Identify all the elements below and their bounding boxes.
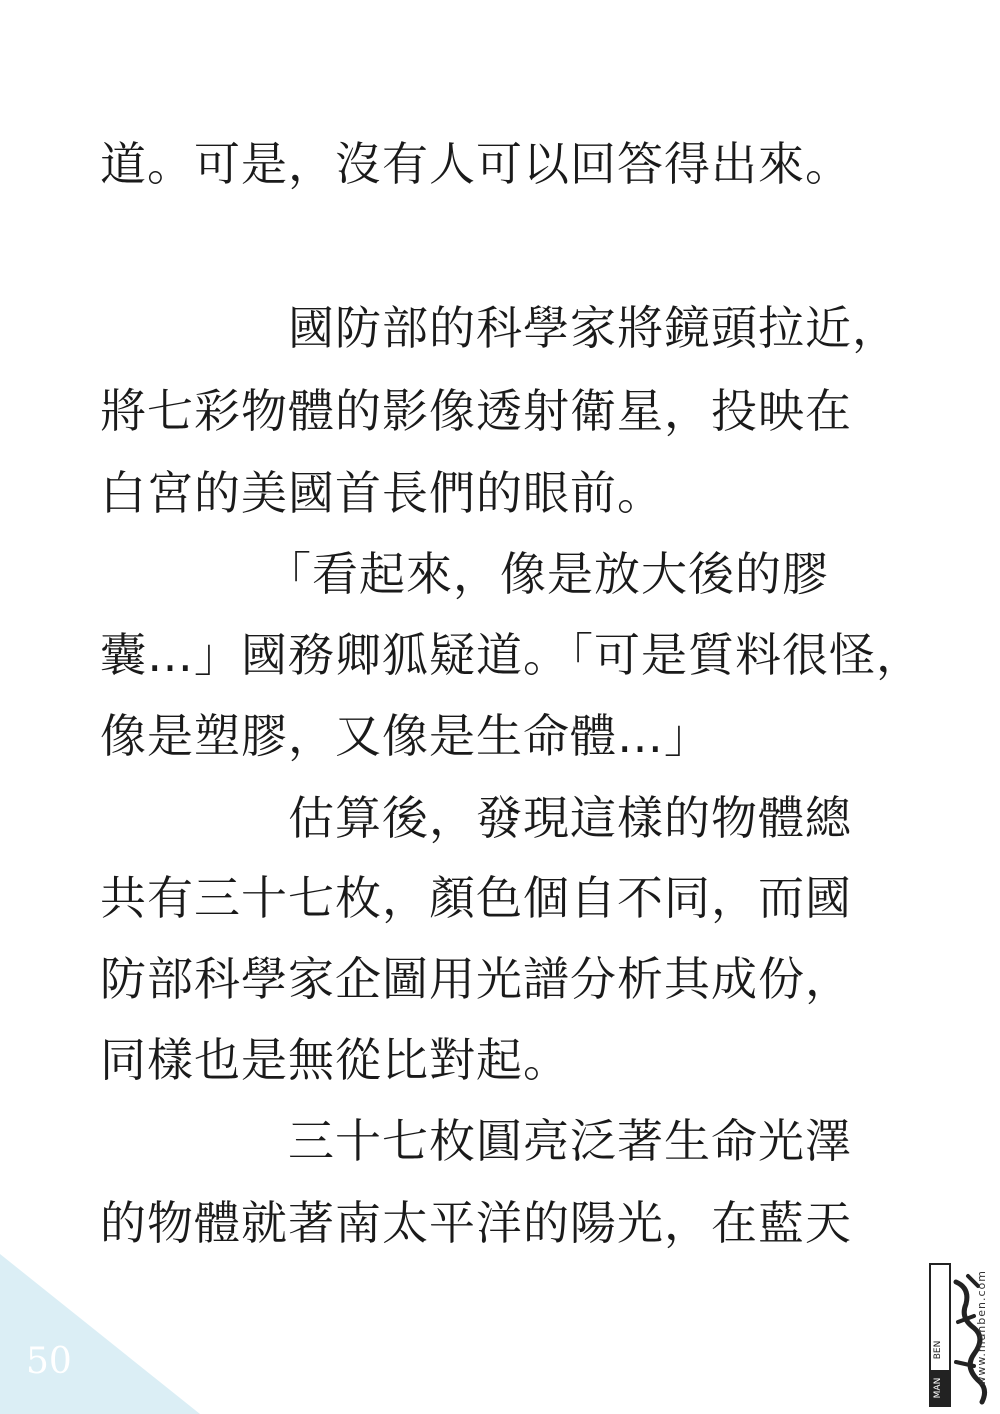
page-number: 50 bbox=[26, 1341, 72, 1382]
text-line: 將七彩物體的影像透射衛星，投映在 bbox=[100, 384, 852, 438]
text-line: 囊…」國務卿狐疑道。「可是質料很怪， bbox=[100, 628, 923, 682]
page-corner-decoration bbox=[0, 1254, 200, 1414]
text-line: 共有三十七枚，顏色個自不同，而國 bbox=[100, 871, 852, 925]
text-line: 估算後，發現這樣的物體總 bbox=[100, 791, 852, 845]
text-line: 白宮的美國首長們的眼前。 bbox=[100, 466, 664, 520]
text-line: 道。可是，沒有人可以回答得出來。 bbox=[100, 137, 852, 191]
text-line: 同樣也是無從比對起。 bbox=[100, 1033, 570, 1087]
watermark-url: www.manben.com bbox=[975, 1270, 988, 1386]
text-line: 三十七枚圓亮泛著生命光澤 bbox=[100, 1114, 852, 1168]
text-line: 像是塑膠，又像是生命體…」 bbox=[100, 709, 711, 763]
svg-text:BEN: BEN bbox=[933, 1340, 943, 1360]
text-line: 的物體就著南太平洋的陽光，在藍天 bbox=[100, 1196, 852, 1250]
text-line: 防部科學家企圖用光譜分析其成份， bbox=[100, 952, 852, 1006]
text-line: 「看起來，像是放大後的膠 bbox=[100, 547, 829, 601]
text-line: 國防部的科學家將鏡頭拉近， bbox=[100, 301, 899, 355]
svg-text:MAN: MAN bbox=[933, 1377, 943, 1399]
